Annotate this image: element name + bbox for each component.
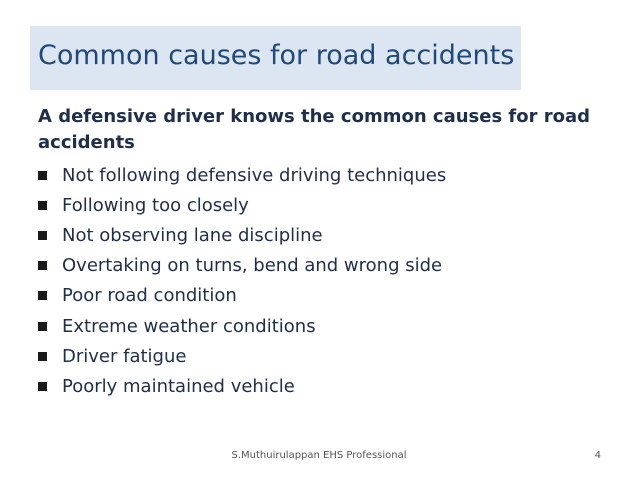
square-bullet-icon	[38, 352, 47, 361]
list-item	[38, 251, 618, 281]
slide-content	[38, 104, 618, 402]
square-bullet-icon	[38, 291, 47, 300]
bullet-text: Poorly maintained vehicle	[62, 375, 295, 397]
intro-text: A defensive driver knows the common causes for road accidents	[38, 106, 591, 153]
bullet-text: Not following defensive driving techniques	[62, 164, 447, 186]
bullet-text: Extreme weather conditions	[62, 315, 316, 337]
list-item	[38, 311, 618, 341]
bullet-text: Following too closely	[62, 194, 249, 216]
page-number: 4	[594, 450, 601, 461]
square-bullet-icon	[38, 261, 47, 270]
list-item	[38, 220, 618, 250]
list-item	[38, 190, 618, 220]
bullet-text: Poor road condition	[62, 285, 237, 307]
square-bullet-icon	[38, 201, 47, 210]
bullet-list	[38, 160, 618, 402]
footer-author: S.Muthuirulappan EHS Professional	[231, 450, 407, 461]
bullet-text: Not observing lane discipline	[62, 224, 323, 246]
square-bullet-icon	[38, 322, 47, 331]
square-bullet-icon	[38, 382, 47, 391]
slide-title: Common causes for road accidents	[38, 40, 515, 71]
bullet-text: Overtaking on turns, bend and wrong side	[62, 255, 443, 277]
list-item	[38, 160, 618, 190]
list-item	[38, 341, 618, 371]
square-bullet-icon	[38, 171, 47, 180]
list-item	[38, 371, 618, 401]
bullet-text: Driver fatigue	[62, 345, 187, 367]
list-item	[38, 281, 618, 311]
square-bullet-icon	[38, 231, 47, 240]
